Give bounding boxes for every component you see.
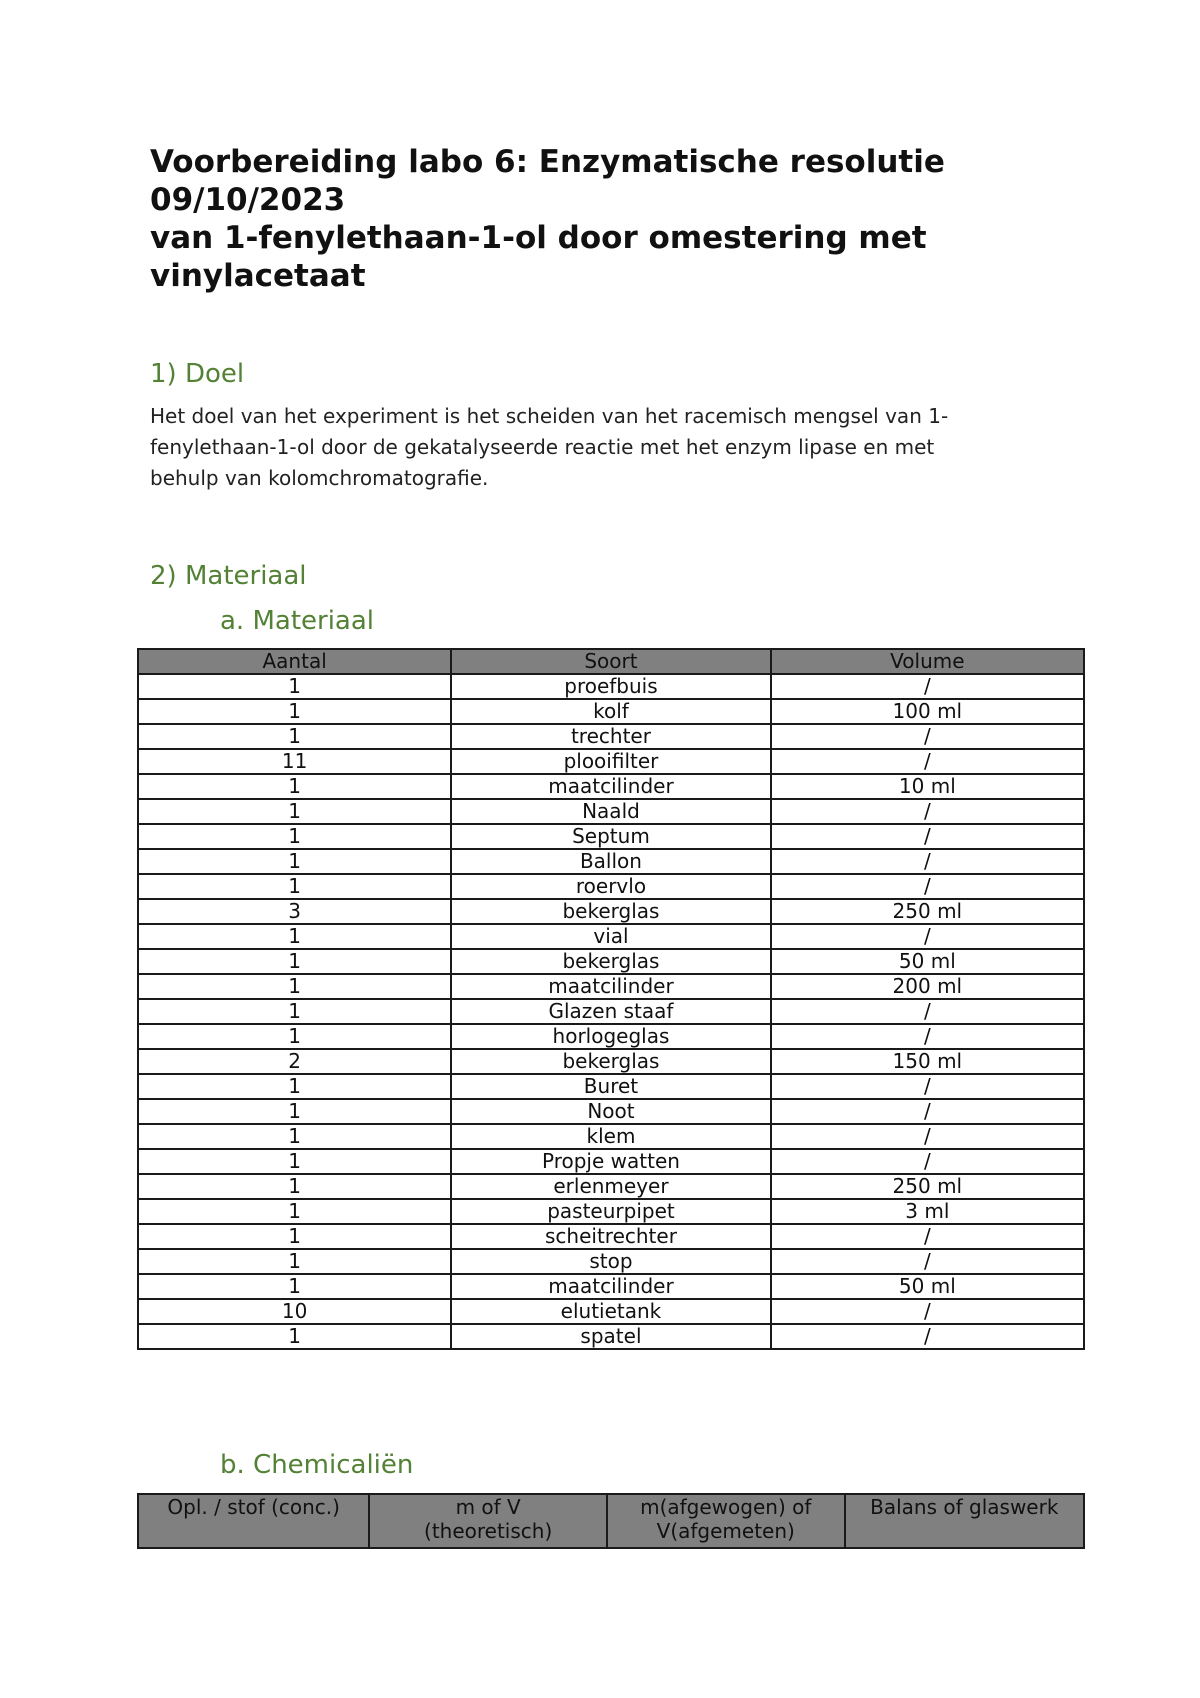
- table-row: [138, 874, 1084, 899]
- cell-aantal: 1: [138, 1324, 451, 1349]
- table-row: [138, 1274, 1084, 1299]
- cell-soort: proefbuis: [451, 674, 770, 699]
- table-row: [138, 974, 1084, 999]
- cell-volume: /: [771, 849, 1084, 874]
- table-row: [138, 1049, 1084, 1074]
- table-row: [138, 849, 1084, 874]
- cell-soort: kolf: [451, 699, 770, 724]
- cell-volume: 250 ml: [771, 899, 1084, 924]
- header-line: Balans of glaswerk: [870, 1495, 1059, 1519]
- table-header-row: [138, 1494, 1084, 1548]
- cell-soort: Buret: [451, 1074, 770, 1099]
- cell-aantal: 1: [138, 1149, 451, 1174]
- table-row: [138, 1149, 1084, 1174]
- cell-soort: Glazen staaf: [451, 999, 770, 1024]
- cell-soort: spatel: [451, 1324, 770, 1349]
- cell-soort: horlogeglas: [451, 1024, 770, 1049]
- table-row: [138, 824, 1084, 849]
- cell-volume: 50 ml: [771, 1274, 1084, 1299]
- cell-volume: /: [771, 1249, 1084, 1274]
- table-row: [138, 1199, 1084, 1224]
- cell-soort: maatcilinder: [451, 974, 770, 999]
- header-line: Opl. / stof (conc.): [167, 1495, 340, 1519]
- cell-soort: maatcilinder: [451, 774, 770, 799]
- cell-volume: 250 ml: [771, 1174, 1084, 1199]
- cell-aantal: 1: [138, 1249, 451, 1274]
- cell-volume: /: [771, 924, 1084, 949]
- table-row: [138, 1299, 1084, 1324]
- table-row: [138, 949, 1084, 974]
- cell-volume: /: [771, 749, 1084, 774]
- document-title: [150, 143, 1100, 295]
- cell-aantal: 1: [138, 1274, 451, 1299]
- table-row: [138, 1174, 1084, 1199]
- cell-aantal: 1: [138, 874, 451, 899]
- cell-soort: elutietank: [451, 1299, 770, 1324]
- table-row: [138, 1124, 1084, 1149]
- cell-aantal: 1: [138, 1099, 451, 1124]
- section-heading-materiaal: 2) Materiaal: [150, 561, 307, 591]
- column-header-soort: Soort: [451, 649, 770, 674]
- table-row: [138, 899, 1084, 924]
- chemicalien-table: [137, 1493, 1085, 1549]
- section-heading-doel: 1) Doel: [150, 359, 245, 389]
- table-row: [138, 1024, 1084, 1049]
- cell-volume: 50 ml: [771, 949, 1084, 974]
- header-line: m of V: [455, 1495, 521, 1519]
- cell-soort: plooifilter: [451, 749, 770, 774]
- doel-paragraph: [150, 401, 1050, 494]
- cell-aantal: 1: [138, 774, 451, 799]
- cell-soort: bekerglas: [451, 949, 770, 974]
- paragraph-line: behulp van kolomchromatografie.: [150, 466, 489, 490]
- cell-aantal: 3: [138, 899, 451, 924]
- cell-aantal: 1: [138, 674, 451, 699]
- cell-aantal: 1: [138, 724, 451, 749]
- column-header-aantal: Aantal: [138, 649, 451, 674]
- cell-soort: Ballon: [451, 849, 770, 874]
- table-row: [138, 1224, 1084, 1249]
- cell-soort: erlenmeyer: [451, 1174, 770, 1199]
- table-row: [138, 674, 1084, 699]
- cell-aantal: 1: [138, 1124, 451, 1149]
- cell-soort: vial: [451, 924, 770, 949]
- column-header-balans: [845, 1494, 1084, 1548]
- subsection-heading-materiaal: a. Materiaal: [220, 606, 375, 636]
- table-row: [138, 774, 1084, 799]
- cell-soort: pasteurpipet: [451, 1199, 770, 1224]
- cell-aantal: 1: [138, 824, 451, 849]
- table-row: [138, 699, 1084, 724]
- table-row: [138, 799, 1084, 824]
- cell-aantal: 1: [138, 699, 451, 724]
- cell-volume: /: [771, 1324, 1084, 1349]
- cell-soort: Naald: [451, 799, 770, 824]
- cell-volume: /: [771, 674, 1084, 699]
- cell-soort: bekerglas: [451, 1049, 770, 1074]
- cell-aantal: 1: [138, 1024, 451, 1049]
- subsection-heading-chemicalien: b. Chemicaliën: [220, 1450, 414, 1480]
- cell-aantal: 1: [138, 999, 451, 1024]
- title-line: Voorbereiding labo 6: Enzymatische resolutie: [150, 144, 945, 180]
- cell-aantal: 1: [138, 1074, 451, 1099]
- cell-volume: 10 ml: [771, 774, 1084, 799]
- cell-volume: /: [771, 1224, 1084, 1249]
- column-header-volume: Volume: [771, 649, 1084, 674]
- cell-volume: 3 ml: [771, 1199, 1084, 1224]
- paragraph-line: Het doel van het experiment is het scheiden van het racemisch mengsel van 1-: [150, 404, 949, 428]
- cell-aantal: 1: [138, 974, 451, 999]
- column-header-m-of-v-theoretisch: [369, 1494, 607, 1548]
- title-line: van 1-fenylethaan-1-ol door omestering met: [150, 220, 927, 256]
- cell-aantal: 1: [138, 1199, 451, 1224]
- header-line: m(afgewogen) of: [640, 1495, 812, 1519]
- cell-aantal: 10: [138, 1299, 451, 1324]
- cell-volume: 150 ml: [771, 1049, 1084, 1074]
- cell-aantal: 1: [138, 799, 451, 824]
- cell-aantal: 11: [138, 749, 451, 774]
- cell-volume: /: [771, 824, 1084, 849]
- materiaal-table: [137, 648, 1085, 1350]
- cell-volume: /: [771, 1124, 1084, 1149]
- cell-volume: /: [771, 724, 1084, 749]
- cell-volume: /: [771, 1099, 1084, 1124]
- cell-volume: 200 ml: [771, 974, 1084, 999]
- cell-soort: stop: [451, 1249, 770, 1274]
- cell-volume: /: [771, 999, 1084, 1024]
- title-date: 09/10/2023: [150, 182, 346, 218]
- cell-aantal: 1: [138, 924, 451, 949]
- cell-soort: trechter: [451, 724, 770, 749]
- cell-soort: bekerglas: [451, 899, 770, 924]
- title-line: vinylacetaat: [150, 258, 366, 294]
- cell-volume: 100 ml: [771, 699, 1084, 724]
- cell-aantal: 1: [138, 1174, 451, 1199]
- header-line: V(afgemeten): [656, 1519, 795, 1543]
- column-header-m-of-v-gemeten: [607, 1494, 845, 1548]
- cell-volume: /: [771, 799, 1084, 824]
- cell-soort: Noot: [451, 1099, 770, 1124]
- cell-soort: Propje watten: [451, 1149, 770, 1174]
- cell-volume: /: [771, 1074, 1084, 1099]
- column-header-stof: [138, 1494, 369, 1548]
- cell-aantal: 1: [138, 1224, 451, 1249]
- table-row: [138, 1099, 1084, 1124]
- cell-soort: maatcilinder: [451, 1274, 770, 1299]
- cell-volume: /: [771, 1149, 1084, 1174]
- table-row: [138, 924, 1084, 949]
- table-row: [138, 1249, 1084, 1274]
- header-line: (theoretisch): [424, 1519, 553, 1543]
- table-row: [138, 749, 1084, 774]
- cell-volume: /: [771, 1024, 1084, 1049]
- cell-aantal: 1: [138, 849, 451, 874]
- table-row: [138, 1074, 1084, 1099]
- table-row: [138, 999, 1084, 1024]
- cell-soort: scheitrechter: [451, 1224, 770, 1249]
- table-row: [138, 1324, 1084, 1349]
- table-header-row: [138, 649, 1084, 674]
- cell-volume: /: [771, 1299, 1084, 1324]
- paragraph-line: fenylethaan-1-ol door de gekatalyseerde reactie met het enzym lipase en met: [150, 435, 935, 459]
- cell-volume: /: [771, 874, 1084, 899]
- cell-soort: roervlo: [451, 874, 770, 899]
- cell-soort: Septum: [451, 824, 770, 849]
- table-row: [138, 724, 1084, 749]
- cell-soort: klem: [451, 1124, 770, 1149]
- cell-aantal: 1: [138, 949, 451, 974]
- cell-aantal: 2: [138, 1049, 451, 1074]
